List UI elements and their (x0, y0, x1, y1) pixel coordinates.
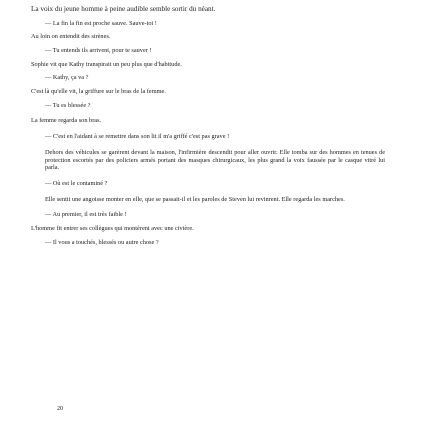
document-page (31, 5, 411, 246)
text-line: Dehors des véhicules se garèrent devant la maison, l'infirmière descendit pour aller ouvrir. Elle tomba sur des hommes en tenues de protection escortés par des policiers armés portant des masques chirurgicaux, les plus grand la voix faussée par le casque vitré lui parla. (45, 148, 385, 172)
text-line: Elle sentit une angoisse monter en elle, que se passait-il et les paroles de Steven lui revinrent. Elle regarda les marches. (45, 195, 345, 203)
text-line: — Où est le contaminé ? (45, 179, 108, 187)
text-line: C'est là qu'elle vit, la griffure sur le bras de la femme. (31, 88, 166, 96)
text-line: — Au premier, il est très faible ! (45, 211, 127, 219)
text-line: — Tu entends ils arrivent, pour te sauver ! (45, 47, 152, 55)
text-line: La femme regarda son bras. (31, 117, 102, 125)
text-line: — Tu es blessée ? (45, 101, 91, 109)
text-line: La voix du jeune homme à peine audible semble sortir du néant. (31, 5, 216, 13)
text-line: — Il vous a touchés, blessés ou autre chose ? (45, 238, 159, 246)
text-line: Sophie vit que Kathy transpirait un peu plus que d'habitude. (31, 60, 182, 68)
text-line: L'homme fit entrer ses collègues qui montèrent avec une civière. (31, 224, 194, 232)
page-number: 20 (57, 406, 63, 412)
text-line: — Kathy, ça va ? (45, 74, 89, 82)
text-line: — C'est en l'aidant à se remettre dans son lit il m'a griffé c'est pas grave ! (45, 133, 230, 141)
text-line: — La fin la fin est proche sauve. Sauve-toi ! (45, 19, 157, 27)
text-line: Au loin on entendit des sirènes. (31, 33, 111, 41)
